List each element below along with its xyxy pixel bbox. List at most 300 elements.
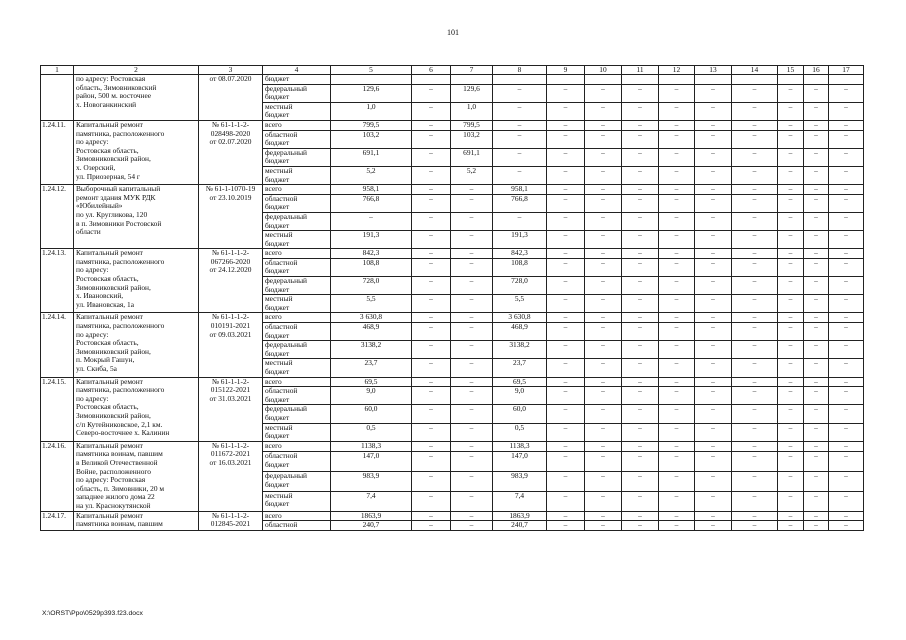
amount-cell-year: – (778, 313, 804, 323)
amount-cell-year: – (622, 313, 659, 323)
amount-cell-year: – (659, 359, 695, 377)
funding-source-line: федеральный (265, 148, 307, 157)
column-number-header: 13 (695, 66, 732, 75)
amount-cell-year: – (804, 377, 829, 387)
description-line: Капитальный ремонт (76, 377, 143, 386)
amount-cell-c5: 3138,2 (331, 341, 412, 359)
amount-cell-c7: – (451, 194, 493, 212)
amount-cell-c6: – (412, 387, 451, 405)
funding-source-cell (263, 231, 331, 249)
funding-source-line: федеральный (265, 404, 307, 414)
amount-cell-year: – (695, 341, 732, 359)
amount-cell-year: – (547, 102, 585, 120)
amount-cell-year: – (659, 231, 695, 249)
amount-cell-c6: – (412, 84, 451, 102)
amount-cell-year: – (585, 84, 622, 102)
funding-source-cell (263, 120, 331, 130)
amount-cell-year: – (778, 277, 804, 295)
document-line: № 61-1-1-2- (211, 377, 250, 386)
amount-cell-year: – (695, 166, 732, 184)
document-reference-cell (199, 441, 263, 511)
amount-cell-year: – (622, 295, 659, 313)
amount-cell-year: – (585, 295, 622, 313)
amount-cell-c6: – (412, 423, 451, 441)
funding-source-line: бюджет (265, 302, 290, 312)
document-line: от 31.03.2021 (209, 393, 252, 403)
document-line: 028498-2020 (210, 128, 251, 138)
table-row (41, 441, 864, 451)
amount-cell-year: – (695, 130, 732, 148)
amount-cell-c5: 23,7 (331, 359, 412, 377)
document-line: от 08.07.2020 (209, 74, 252, 83)
amount-cell-c5: 191,3 (331, 231, 412, 249)
funding-source-line: федеральный (265, 340, 307, 350)
amount-cell-year: – (585, 423, 622, 441)
amount-cell-year: – (804, 405, 829, 423)
amount-cell-c8: 191,3 (493, 231, 547, 249)
amount-cell-year (695, 75, 732, 85)
funding-source-cell (263, 405, 331, 423)
amount-cell-year: – (695, 148, 732, 166)
amount-cell-year: – (732, 471, 778, 491)
amount-cell-year: – (695, 452, 732, 472)
amount-cell-c8: 60,0 (493, 405, 547, 423)
amount-cell-year: – (829, 511, 864, 521)
amount-cell-year: – (829, 471, 864, 491)
amount-cell-c7: 1,0 (451, 102, 493, 120)
amount-cell-year: – (695, 212, 732, 230)
amount-cell-year: – (829, 423, 864, 441)
amount-cell-c6: – (412, 249, 451, 259)
amount-cell-year: – (585, 323, 622, 341)
amount-cell-c7: 691,1 (451, 148, 493, 166)
amount-cell-year: – (732, 387, 778, 405)
amount-cell-year: – (659, 521, 695, 531)
amount-cell-year: – (585, 359, 622, 377)
document-line: 067266-2020 (210, 256, 251, 266)
amount-cell-year: – (829, 148, 864, 166)
amount-cell-c7: – (451, 452, 493, 472)
amount-cell-year: – (695, 377, 732, 387)
amount-cell-year: – (695, 185, 732, 195)
amount-cell-year: – (829, 212, 864, 230)
amount-cell-year: – (804, 148, 829, 166)
amount-cell-c6: – (412, 231, 451, 249)
amount-cell-c7: 5,2 (451, 166, 493, 184)
funding-source-line: местный (265, 102, 293, 111)
amount-cell-year: – (622, 377, 659, 387)
item-description-cell (74, 249, 199, 313)
amount-cell-year: – (622, 249, 659, 259)
amount-cell-year: – (778, 405, 804, 423)
column-number-header: 12 (659, 66, 695, 75)
document-reference-cell (199, 511, 263, 530)
amount-cell-year: – (732, 185, 778, 195)
amount-cell-year: – (659, 277, 695, 295)
amount-cell-year: – (695, 511, 732, 521)
funding-source-cell (263, 148, 331, 166)
amount-cell-c5: 129,6 (331, 84, 412, 102)
amount-cell-c8: 9,0 (493, 387, 547, 405)
amount-cell-year: – (732, 194, 778, 212)
amount-cell-year: – (804, 423, 829, 441)
description-line: западнее жилого дома 22 (76, 492, 155, 502)
funding-source-cell (263, 194, 331, 212)
amount-cell-c8: 958,1 (493, 185, 547, 195)
amount-cell-year: – (804, 249, 829, 259)
funding-source-line: бюджет (265, 431, 290, 441)
amount-cell-c8: 766,8 (493, 194, 547, 212)
funding-source-line: местный (265, 166, 293, 175)
amount-cell-year: – (547, 231, 585, 249)
amount-cell-c8: – (493, 84, 547, 102)
description-line: район, 500 м. восточнее (76, 91, 152, 101)
amount-cell-year: – (659, 423, 695, 441)
amount-cell-year: – (829, 491, 864, 511)
document-line: № 61-1-1-2- (211, 120, 250, 129)
amount-cell-c7: – (451, 277, 493, 295)
amount-cell-year: – (732, 511, 778, 521)
amount-cell-c5: 147,0 (331, 452, 412, 472)
amount-cell-c6: – (412, 120, 451, 130)
document-reference-cell (199, 185, 263, 249)
amount-cell-year: – (778, 341, 804, 359)
description-line: Зимовниковский район, (76, 154, 151, 164)
amount-cell-c7: – (451, 212, 493, 230)
amount-cell-year: – (659, 148, 695, 166)
funding-source-line: федеральный (265, 471, 307, 480)
amount-cell-year: – (804, 84, 829, 102)
amount-cell-year: – (585, 341, 622, 359)
amount-cell-year: – (585, 231, 622, 249)
item-number-cell: 1.24.14. (41, 313, 74, 377)
amount-cell-year: – (585, 120, 622, 130)
amount-cell-year: – (804, 212, 829, 230)
amount-cell-c5: 5,5 (331, 295, 412, 313)
amount-cell-year: – (585, 185, 622, 195)
column-number-header: 11 (622, 66, 659, 75)
amount-cell-year: – (829, 377, 864, 387)
amount-cell-c7: – (451, 377, 493, 387)
amount-cell-year: – (585, 511, 622, 521)
item-number-cell: 1.24.12. (41, 185, 74, 249)
description-line: по адресу: (76, 329, 109, 339)
amount-cell-year: – (585, 405, 622, 423)
amount-cell-year: – (778, 212, 804, 230)
amount-cell-c5: 0,5 (331, 423, 412, 441)
document-line: № 61-1-1-2- (211, 441, 250, 450)
funding-source-cell (263, 313, 331, 323)
funding-source-line: областной (265, 386, 298, 396)
amount-cell-year: – (732, 166, 778, 184)
amount-cell-year: – (547, 441, 585, 451)
funding-source-line: областной (265, 258, 298, 267)
amount-cell-c5: 983,9 (331, 471, 412, 491)
amount-cell-year: – (659, 120, 695, 130)
amount-cell-year: – (695, 194, 732, 212)
amount-cell-year: – (778, 166, 804, 184)
item-description-cell (74, 441, 199, 511)
amount-cell-year: – (585, 521, 622, 531)
funding-source-line: областной (265, 451, 298, 461)
amount-cell-year: – (547, 341, 585, 359)
amount-cell-year: – (622, 277, 659, 295)
file-path-footer: X:\ORST\Ppo\0529p393.f23.docx (42, 610, 143, 617)
description-line: х. Новоганкинский (76, 99, 137, 109)
description-line: Выборочный капитальный (76, 184, 161, 194)
amount-cell-c8: – (493, 148, 547, 166)
funding-source-cell (263, 452, 331, 472)
amount-cell-year: – (829, 84, 864, 102)
amount-cell-c6: – (412, 323, 451, 341)
description-line: область, Зимовниковский (76, 82, 157, 92)
amount-cell-year: – (659, 441, 695, 451)
amount-cell-year (804, 75, 829, 85)
amount-cell-year: – (829, 277, 864, 295)
amount-cell-year: – (829, 441, 864, 451)
funding-source-line: бюджет (265, 284, 290, 294)
amount-cell-year: – (732, 323, 778, 341)
amount-cell-c5: 766,8 (331, 194, 412, 212)
item-description-cell (74, 185, 199, 249)
amount-cell-year: – (829, 130, 864, 148)
amount-cell-year: – (659, 295, 695, 313)
amount-cell-year: – (732, 423, 778, 441)
amount-cell-year: – (585, 471, 622, 491)
amount-cell-year: – (585, 491, 622, 511)
amount-cell-c8: – (493, 120, 547, 130)
document-line: № 61-1-1070-19 (205, 184, 256, 194)
amount-cell-year: – (804, 258, 829, 276)
document-line: от 02.07.2020 (209, 137, 252, 147)
amount-cell-year: – (622, 258, 659, 276)
document-line: 015122-2021 (210, 385, 251, 395)
amount-cell-c7: 129,6 (451, 84, 493, 102)
description-line: Капитальный ремонт (76, 441, 143, 450)
item-number-cell: 1.24.16. (41, 441, 74, 511)
funding-source-line: бюджет (265, 156, 290, 166)
description-line: в п. Зимовники Ростовской (76, 218, 162, 228)
amount-cell-c7: – (451, 295, 493, 313)
amount-cell-c8: 468,9 (493, 323, 547, 341)
amount-cell-year (547, 75, 585, 85)
amount-cell-year: – (778, 323, 804, 341)
document-line: 011672-2021 (210, 449, 251, 459)
amount-cell-c6 (412, 75, 451, 85)
amount-cell-c5: 60,0 (331, 405, 412, 423)
description-line: Ростовская область, (76, 145, 139, 155)
funding-source-line: бюджет (265, 174, 290, 184)
item-number-cell: 1.24.13. (41, 249, 74, 313)
funding-source-cell (263, 511, 331, 521)
funding-source-line: областной (265, 520, 298, 530)
amount-cell-year: – (659, 387, 695, 405)
amount-cell-year: – (804, 313, 829, 323)
column-number-header: 6 (412, 66, 451, 75)
funding-source-line: местный (265, 423, 293, 432)
amount-cell-c7: – (451, 249, 493, 259)
description-line: ул. Приозерная, 54 г (76, 171, 140, 181)
description-line: ул. Скиба, 5а (76, 364, 117, 373)
amount-cell-year: – (732, 258, 778, 276)
amount-cell-year: – (695, 491, 732, 511)
amount-cell-year: – (778, 249, 804, 259)
amount-cell-c5: 468,9 (331, 323, 412, 341)
amount-cell-year: – (804, 452, 829, 472)
amount-cell-c7: – (451, 441, 493, 451)
amount-cell-c5: 103,2 (331, 130, 412, 148)
amount-cell-c6: – (412, 441, 451, 451)
amount-cell-year: – (804, 341, 829, 359)
funding-source-line: местный (265, 294, 293, 304)
item-description-cell (74, 377, 199, 441)
amount-cell-year: – (622, 452, 659, 472)
amount-cell-c8: – (493, 102, 547, 120)
amount-cell-year: – (659, 194, 695, 212)
amount-cell-c7: – (451, 521, 493, 531)
amount-cell-year: – (585, 130, 622, 148)
amount-cell-year: – (547, 148, 585, 166)
amount-cell-c6: – (412, 166, 451, 184)
amount-cell-year: – (695, 102, 732, 120)
amount-cell-year: – (778, 377, 804, 387)
amount-cell-year: – (585, 148, 622, 166)
funding-source-cell (263, 423, 331, 441)
funding-source-line: бюджет (265, 394, 290, 404)
amount-cell-year: – (622, 491, 659, 511)
amount-cell-c7 (451, 75, 493, 85)
amount-cell-year: – (829, 359, 864, 377)
amount-cell-c5: 3 630,8 (331, 313, 412, 323)
amount-cell-year: – (547, 212, 585, 230)
amount-cell-year: – (585, 102, 622, 120)
amount-cell-year: – (547, 323, 585, 341)
amount-cell-year: – (804, 231, 829, 249)
item-number-cell: 1.24.15. (41, 377, 74, 441)
amount-cell-year: – (659, 511, 695, 521)
amount-cell-year: – (622, 471, 659, 491)
amount-cell-c6: – (412, 471, 451, 491)
amount-cell-year: – (659, 258, 695, 276)
amount-cell-year: – (804, 166, 829, 184)
column-number-header: 15 (778, 66, 804, 75)
funding-source-cell (263, 441, 331, 451)
funding-source-cell (263, 277, 331, 295)
amount-cell-year: – (829, 313, 864, 323)
column-number-header: 8 (493, 66, 547, 75)
amount-cell-year: – (778, 511, 804, 521)
amount-cell-c8: – (493, 212, 547, 230)
item-description-cell (74, 75, 199, 121)
funding-source-line: местный (265, 230, 293, 240)
amount-cell-year: – (585, 277, 622, 295)
column-number-header: 1 (41, 66, 74, 75)
amount-cell-year: – (778, 258, 804, 276)
amount-cell-year: – (622, 511, 659, 521)
amount-cell-year: – (804, 185, 829, 195)
funding-source-cell (263, 359, 331, 377)
amount-cell-year: – (829, 249, 864, 259)
amount-cell-year: – (732, 405, 778, 423)
description-line: х. Озерский, (76, 162, 116, 172)
amount-cell-year: – (547, 258, 585, 276)
description-line: Зимовниковский район, (76, 410, 151, 420)
amount-cell-c8: 728,0 (493, 277, 547, 295)
amount-cell-c8: 69,5 (493, 377, 547, 387)
description-line: Капитальный ремонт (76, 120, 143, 129)
amount-cell-c5: 728,0 (331, 277, 412, 295)
amount-cell-year: – (547, 423, 585, 441)
amount-cell-year: – (778, 231, 804, 249)
funding-source-line: всего (265, 441, 282, 450)
amount-cell-c5: 1,0 (331, 102, 412, 120)
amount-cell-year: – (659, 130, 695, 148)
amount-cell-year: – (659, 212, 695, 230)
amount-cell-year: – (695, 441, 732, 451)
amount-cell-c8 (493, 75, 547, 85)
amount-cell-year: – (585, 441, 622, 451)
funding-source-line: бюджет (265, 479, 290, 489)
amount-cell-year: – (804, 359, 829, 377)
amount-cell-year: – (829, 120, 864, 130)
amount-cell-year: – (622, 359, 659, 377)
amount-cell-c7: – (451, 185, 493, 195)
document-line: от 24.12.2020 (209, 265, 252, 275)
funding-source-line: бюджет (265, 220, 290, 230)
amount-cell-c6: – (412, 511, 451, 521)
column-number-header: 3 (199, 66, 263, 75)
amount-cell-year (622, 75, 659, 85)
funding-source-cell (263, 491, 331, 511)
description-line: в Великой Отечественной (76, 457, 158, 467)
amount-cell-year: – (585, 452, 622, 472)
funding-source-line: бюджет (265, 412, 290, 422)
document-line: 012845-2021 (210, 519, 251, 529)
funding-source-line: федеральный (265, 212, 307, 221)
table-body (41, 66, 864, 531)
column-number-header: 17 (829, 66, 864, 75)
amount-cell-year: – (732, 102, 778, 120)
funding-source-line: всего (265, 312, 282, 322)
amount-cell-year: – (829, 102, 864, 120)
amount-cell-c6: – (412, 185, 451, 195)
budget-table (40, 65, 864, 531)
description-line: «Юбилейный» (76, 201, 123, 211)
amount-cell-year: – (622, 405, 659, 423)
item-number-cell: 1.24.17. (41, 511, 74, 530)
amount-cell-year: – (585, 258, 622, 276)
table-row (41, 185, 864, 195)
amount-cell-year: – (732, 441, 778, 451)
amount-cell-year: – (547, 130, 585, 148)
document-line: 010191-2021 (210, 321, 251, 331)
funding-source-line: бюджет (265, 348, 290, 358)
amount-cell-year: – (622, 387, 659, 405)
amount-cell-c5: 799,5 (331, 120, 412, 130)
amount-cell-c5: 108,8 (331, 258, 412, 276)
amount-cell-year: – (585, 194, 622, 212)
document-reference-cell (199, 377, 263, 441)
amount-cell-year: – (622, 441, 659, 451)
amount-cell-year: – (659, 313, 695, 323)
amount-cell-year: – (778, 148, 804, 166)
amount-cell-c5: 958,1 (331, 185, 412, 195)
amount-cell-year: – (695, 295, 732, 313)
amount-cell-c7: 799,5 (451, 120, 493, 130)
amount-cell-year: – (804, 130, 829, 148)
amount-cell-c8: 108,8 (493, 258, 547, 276)
amount-cell-year: – (547, 194, 585, 212)
